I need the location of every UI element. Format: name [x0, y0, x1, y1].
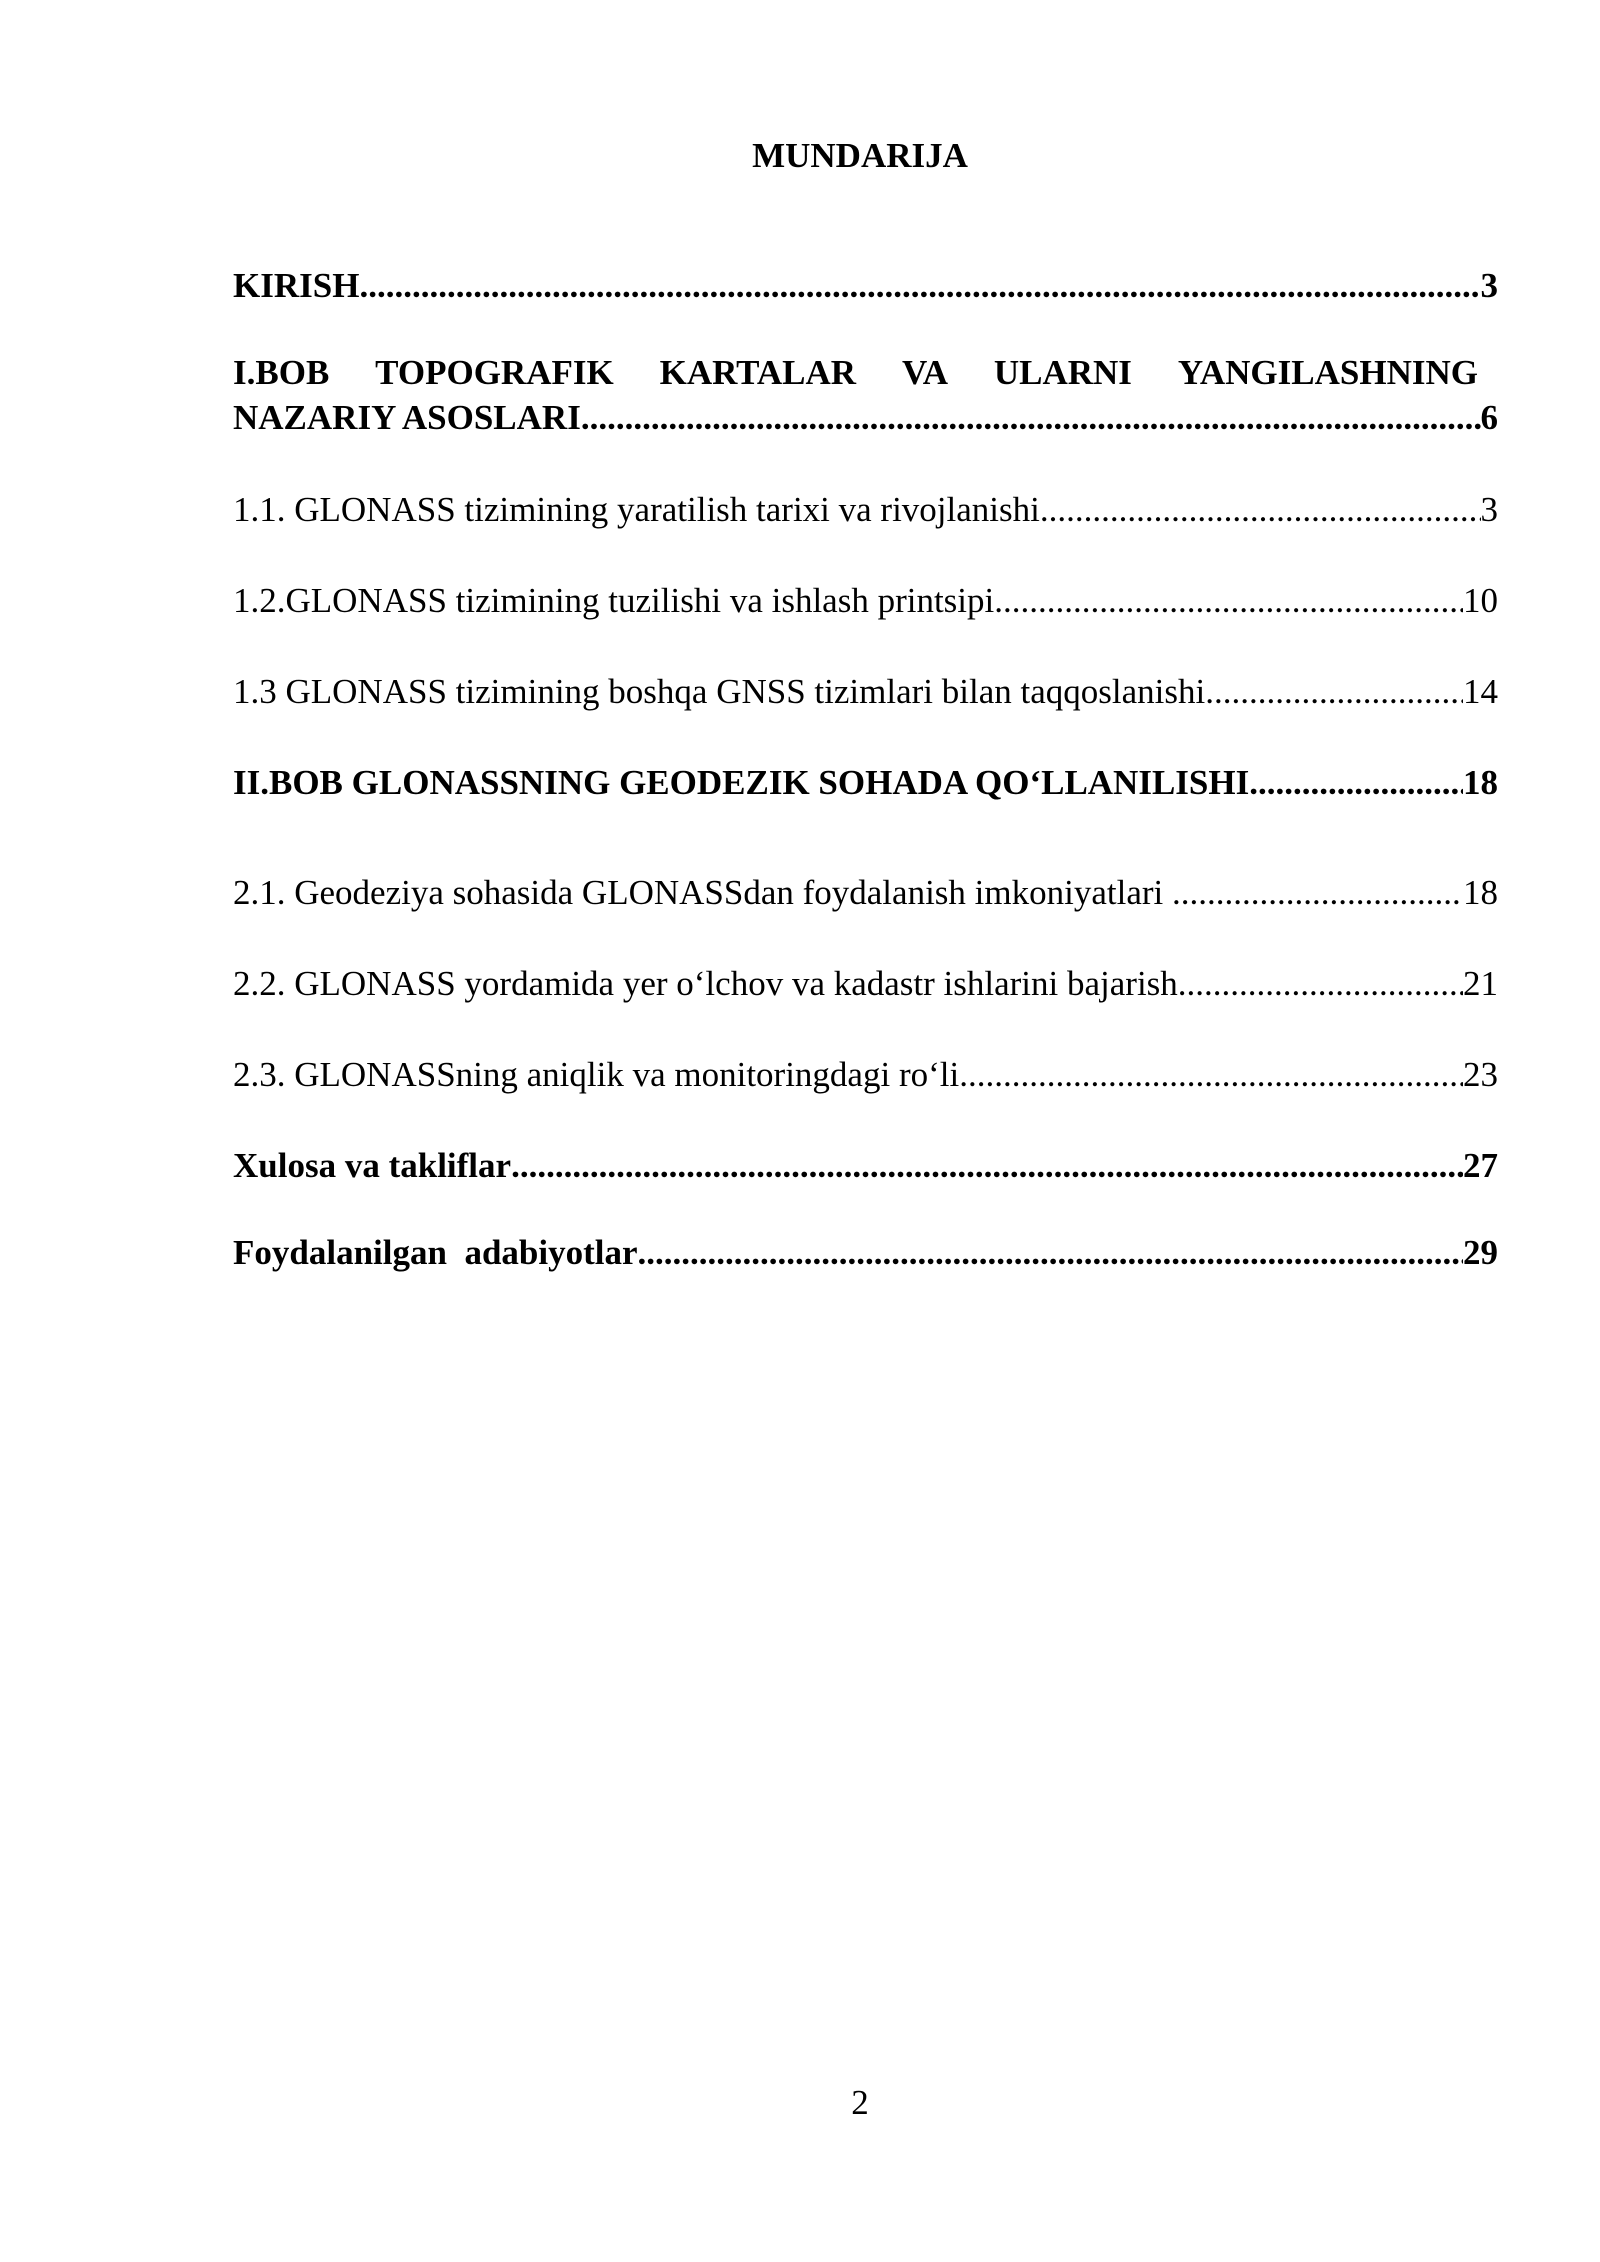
toc-entry-page: 3 [1480, 490, 1498, 529]
toc-entry-page: 6 [1480, 398, 1498, 437]
toc-entry-kirish[interactable] [233, 266, 1498, 306]
toc-entry-label: 1.2.GLONASS tizimining tuzilishi va ishlash printsipi [233, 581, 995, 620]
toc-word: ULARNI [993, 353, 1132, 392]
toc-entry-2-1[interactable] [233, 873, 1498, 913]
toc-entry-bob2[interactable] [233, 763, 1498, 803]
dot-leader [638, 1233, 1463, 1273]
toc-word: VA [901, 353, 948, 392]
toc-entry-page: 29 [1463, 1233, 1498, 1272]
dot-leader [1249, 763, 1463, 803]
toc-entry-page: 27 [1463, 1146, 1498, 1185]
toc-entry-label-line1 [233, 353, 1478, 393]
table-of-contents [233, 0, 1498, 2262]
toc-word: TOPOGRAFIK [375, 353, 614, 392]
toc-entry-page: 10 [1463, 581, 1498, 620]
dot-leader [1178, 964, 1463, 1004]
toc-entry-page: 18 [1463, 763, 1498, 802]
toc-entry-label-line2: NAZARIY ASOSLARI [233, 398, 581, 437]
toc-entry-page: 23 [1463, 1055, 1498, 1094]
dot-leader [581, 398, 1481, 438]
toc-entry-label: II.BOB GLONASSNING GEODEZIK SOHADA QO‘LLANILISHI [233, 763, 1250, 802]
dot-leader [959, 1055, 1463, 1095]
toc-entry-label: Foydalanilgan adabiyotlar [233, 1233, 638, 1272]
toc-entry-2-2[interactable] [233, 964, 1498, 1004]
dot-leader [994, 581, 1463, 621]
toc-entry-bob1[interactable] [233, 353, 1498, 438]
dot-leader [359, 266, 1480, 306]
toc-entry-label: 2.3. GLONASSning aniqlik va monitoringdagi ro‘li [233, 1055, 960, 1094]
page-title: MUNDARIJA [752, 136, 968, 175]
toc-entry-label: 2.2. GLONASS yordamida yer o‘lchov va kadastr ishlarini bajarish [233, 964, 1178, 1003]
toc-entry-label: 2.1. Geodeziya sohasida GLONASSdan foydalanish imkoniyatlari [233, 873, 1172, 912]
toc-entry-page: 14 [1463, 672, 1498, 711]
toc-entry-label: 1.1. GLONASS tizimining yaratilish tarixi va rivojlanishi [233, 490, 1040, 529]
toc-entry-2-3[interactable] [233, 1055, 1498, 1095]
dot-leader [1040, 490, 1481, 530]
toc-entry-1-1[interactable] [233, 490, 1498, 530]
toc-entry-page: 18 [1463, 873, 1498, 912]
dot-leader [1205, 672, 1463, 712]
dot-leader [511, 1146, 1463, 1186]
toc-entry-xulosa[interactable] [233, 1146, 1498, 1186]
toc-entry-label: Xulosa va takliflar [233, 1146, 512, 1185]
toc-entry-1-2[interactable] [233, 581, 1498, 621]
toc-word: I.BOB [233, 353, 330, 392]
toc-entry-label: KIRISH [233, 266, 360, 305]
dot-leader [1172, 873, 1463, 913]
toc-word: YANGILASHNING [1177, 353, 1478, 392]
toc-word: KARTALAR [659, 353, 857, 392]
page-number: 2 [851, 2083, 869, 2122]
toc-entry-1-3[interactable] [233, 672, 1498, 712]
toc-entry-page: 3 [1480, 266, 1498, 305]
toc-entry-label: 1.3 GLONASS tizimining boshqa GNSS tizimlari bilan taqqoslanishi [233, 672, 1206, 711]
toc-entry-adabiyotlar[interactable] [233, 1233, 1498, 1273]
toc-entry-page: 21 [1463, 964, 1498, 1003]
